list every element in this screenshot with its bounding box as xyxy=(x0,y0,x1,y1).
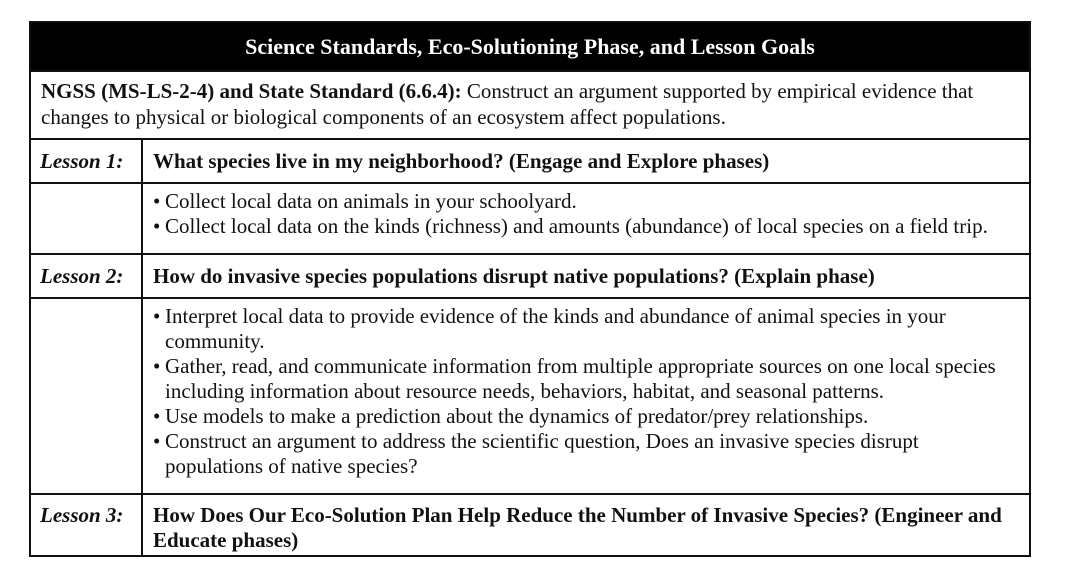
lesson-1-header xyxy=(31,140,1029,184)
lesson-3-title: How Does Our Eco-Solution Plan Help Reduce the Number of Invasive Species? (Engineer and Educate phases) xyxy=(153,503,1002,552)
list-item: • Gather, read, and communicate information from multiple appropriate sources on one local species including information about resource needs, behaviors, habitat, and seasonal patterns. xyxy=(153,354,996,403)
lesson-2-label: Lesson 2: xyxy=(31,255,143,297)
table-title: Science Standards, Eco-Solutioning Phase, and Lesson Goals xyxy=(31,23,1029,72)
bullet-icon: • xyxy=(153,304,161,328)
lesson-2-goals xyxy=(143,299,1029,493)
lesson-1-label: Lesson 1: xyxy=(31,140,143,182)
bullet-icon: • xyxy=(153,404,161,428)
lesson-1-goals xyxy=(143,184,1029,253)
bullet-icon: • xyxy=(153,354,161,378)
lesson-3-header xyxy=(31,495,1029,557)
list-item: • Interpret local data to provide evidence of the kinds and abundance of animal species in your community. xyxy=(153,304,946,353)
standard-text: Construct an argument supported by empirical evidence that changes to physical or biological components of an ecosystem affect populations. xyxy=(41,79,974,129)
lesson-3-label: Lesson 3: xyxy=(31,495,143,555)
bullet-icon: • xyxy=(153,429,161,453)
lesson-2-body xyxy=(31,299,1029,495)
list-item: • Construct an argument to address the scientific question, Does an invasive species disrupt populations of native species? xyxy=(153,429,919,478)
lesson-1-title: What species live in my neighborhood? (Engage and Explore phases) xyxy=(153,148,770,173)
standard-label: NGSS (MS-LS-2-4) and State Standard (6.6.4): xyxy=(41,79,462,103)
list-item: • Collect local data on animals in your schoolyard. xyxy=(153,189,577,213)
bullet-icon: • xyxy=(153,189,161,213)
lesson-2-header xyxy=(31,255,1029,299)
lesson-goals-table xyxy=(29,21,1031,557)
list-item: • Use models to make a prediction about the dynamics of predator/prey relationships. xyxy=(153,404,869,428)
list-item: • Collect local data on the kinds (richness) and amounts (abundance) of local species on a field trip. xyxy=(153,214,988,238)
lesson-2-title: How do invasive species populations disrupt native populations? (Explain phase) xyxy=(153,263,875,288)
bullet-icon: • xyxy=(153,214,161,238)
standard-row xyxy=(31,72,1029,140)
lesson-1-body xyxy=(31,184,1029,255)
